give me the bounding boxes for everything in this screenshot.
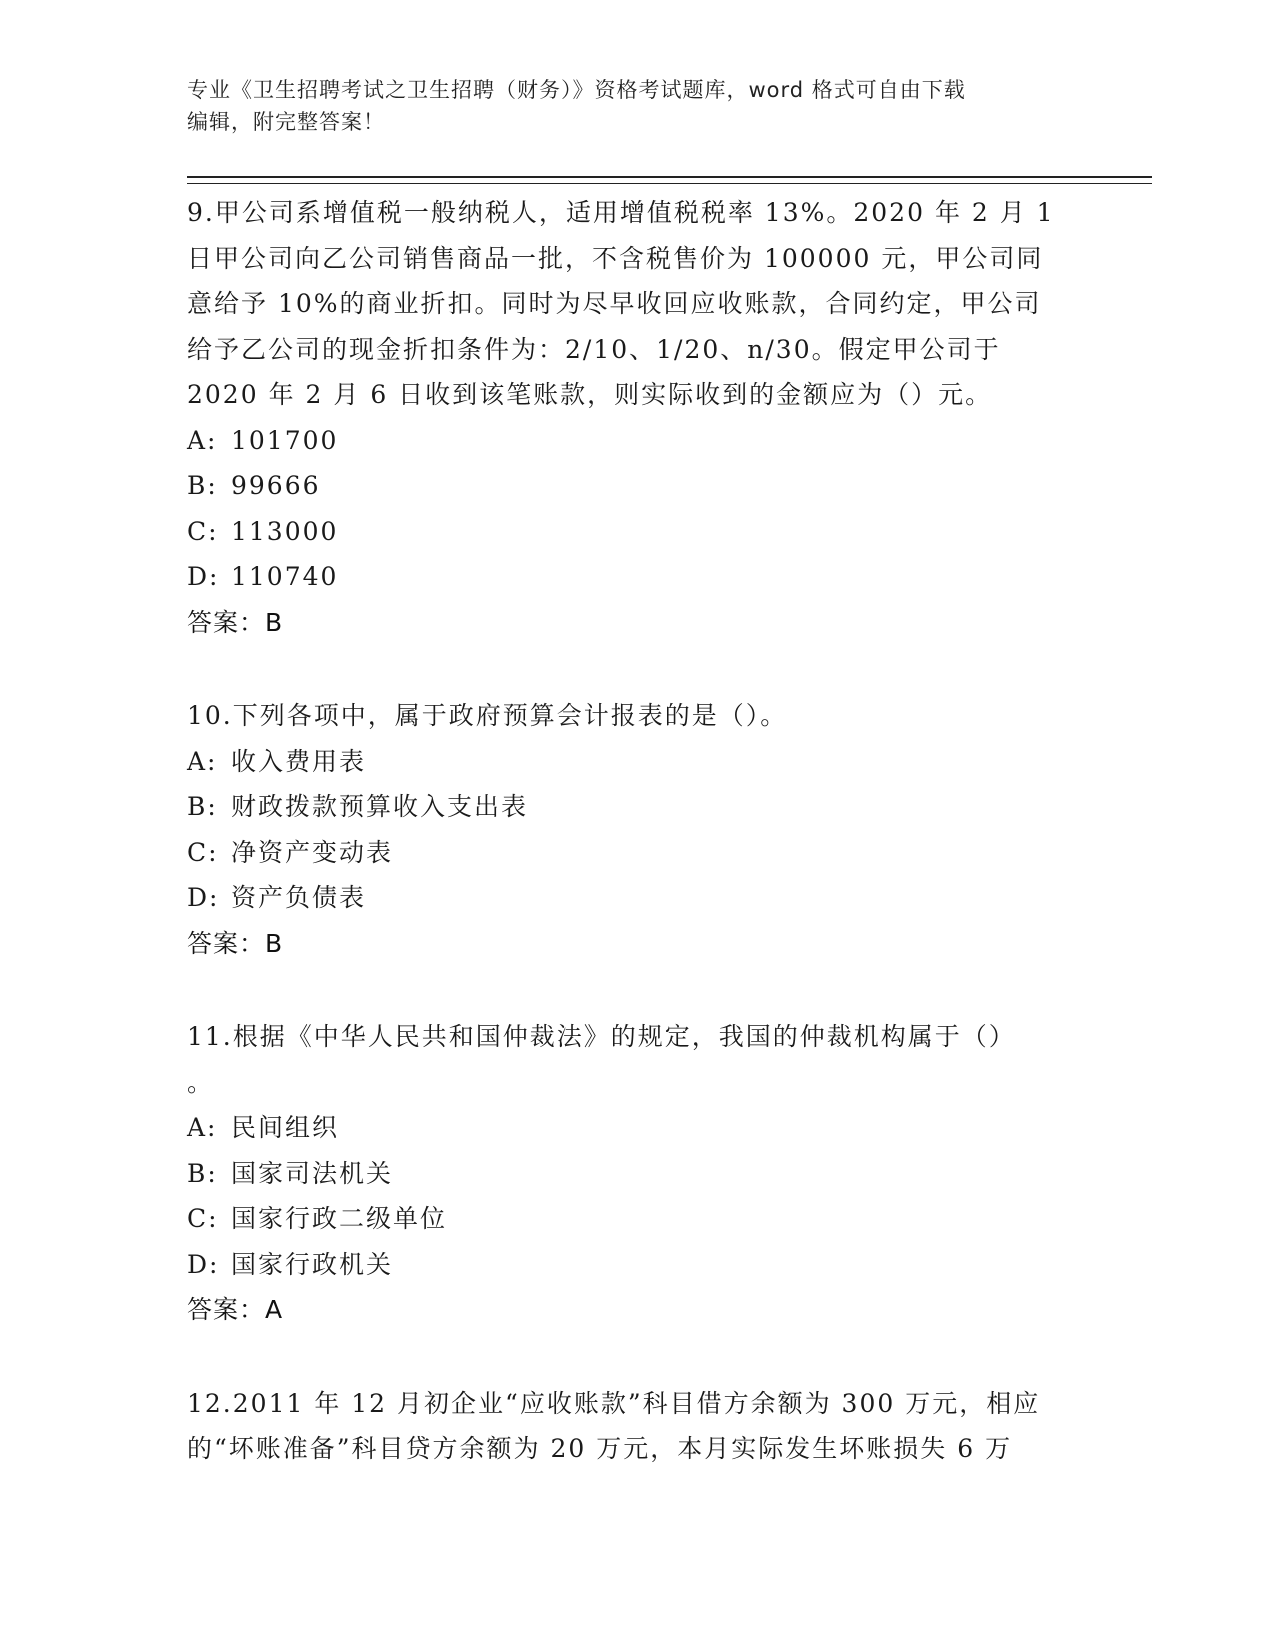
- option-letter: D:: [187, 1249, 220, 1279]
- question-text-line: 。: [187, 1067, 215, 1097]
- option-row: [187, 875, 1087, 921]
- option-letter: B:: [187, 1158, 218, 1188]
- question-text-line: 11.根据《中华人民共和国仲裁法》的规定，我国的仲裁机构属于（）: [187, 1022, 1016, 1051]
- option-text: 资产负债表: [231, 883, 367, 912]
- answer-line: 答案：A: [187, 1295, 284, 1324]
- question-text-line: 意给予 10%的商业折扣。同时为尽早收回应收账款，合同约定，甲公司: [187, 289, 1042, 318]
- option-row: [187, 1242, 1087, 1288]
- header-line-2: 编辑，附完整答案！: [187, 110, 385, 134]
- question-text-line: 日甲公司向乙公司销售商品一批，不含税售价为 100000 元，甲公司同: [187, 243, 1044, 273]
- option-row: [187, 1105, 1087, 1151]
- answer-line: 答案：B: [187, 607, 284, 637]
- option-text: 99666: [231, 471, 321, 500]
- option-letter: B:: [187, 792, 218, 821]
- option-text: 民间组织: [231, 1113, 340, 1142]
- question-block: [187, 1014, 1087, 1333]
- header-rule-thick: [187, 176, 1152, 178]
- option-letter: D:: [187, 883, 220, 912]
- option-row: [187, 418, 1087, 464]
- question-text-line: 给予乙公司的现金折扣条件为：2/10、1/20、n/30。假定甲公司于: [187, 334, 1001, 364]
- question-block: [187, 190, 1087, 645]
- option-letter: C:: [187, 837, 219, 867]
- question-list: [187, 190, 1087, 1520]
- option-row: [187, 463, 1087, 509]
- page-header: [187, 74, 1087, 138]
- question-text-line: 的“坏账准备”科目贷方余额为 20 万元，本月实际发生坏账损失 6 万: [187, 1434, 1013, 1463]
- option-text: 国家司法机关: [231, 1158, 394, 1188]
- option-letter: B:: [187, 471, 218, 500]
- option-row: [187, 739, 1087, 785]
- question-text-line: 10.下列各项中，属于政府预算会计报表的是（）。: [187, 701, 788, 730]
- question-block: [187, 1381, 1087, 1472]
- option-row: [187, 1151, 1087, 1197]
- option-row: [187, 509, 1087, 555]
- option-row: [187, 784, 1087, 830]
- option-text: 国家行政机关: [231, 1249, 394, 1279]
- option-letter: C:: [187, 516, 219, 546]
- header-rule-thin: [187, 183, 1152, 184]
- option-text: 113000: [231, 516, 339, 546]
- option-letter: A:: [187, 746, 218, 776]
- option-text: 收入费用表: [231, 746, 367, 776]
- question-block: [187, 693, 1087, 966]
- option-text: 110740: [231, 562, 339, 591]
- question-text-line: 2020 年 2 月 6 日收到该笔账款，则实际收到的金额应为（）元。: [187, 380, 993, 409]
- option-letter: A:: [187, 425, 218, 455]
- header-line-1: 专业《卫生招聘考试之卫生招聘（财务）》资格考试题库，word 格式可自由下载: [187, 78, 966, 102]
- option-letter: C:: [187, 1204, 219, 1233]
- option-row: [187, 1196, 1087, 1242]
- option-row: [187, 830, 1087, 876]
- option-text: 101700: [231, 425, 339, 455]
- answer-line: 答案：B: [187, 928, 284, 958]
- option-text: 财政拨款预算收入支出表: [231, 792, 529, 821]
- option-text: 净资产变动表: [231, 837, 394, 867]
- option-letter: A:: [187, 1113, 218, 1142]
- question-text-line: 12.2011 年 12 月初企业“应收账款”科目借方余额为 300 万元，相应: [187, 1388, 1041, 1418]
- option-row: [187, 554, 1087, 600]
- question-text-line: 9.甲公司系增值税一般纳税人，适用增值税税率 13%。2020 年 2 月 1: [187, 198, 1055, 227]
- option-text: 国家行政二级单位: [231, 1204, 448, 1233]
- option-letter: D:: [187, 562, 220, 591]
